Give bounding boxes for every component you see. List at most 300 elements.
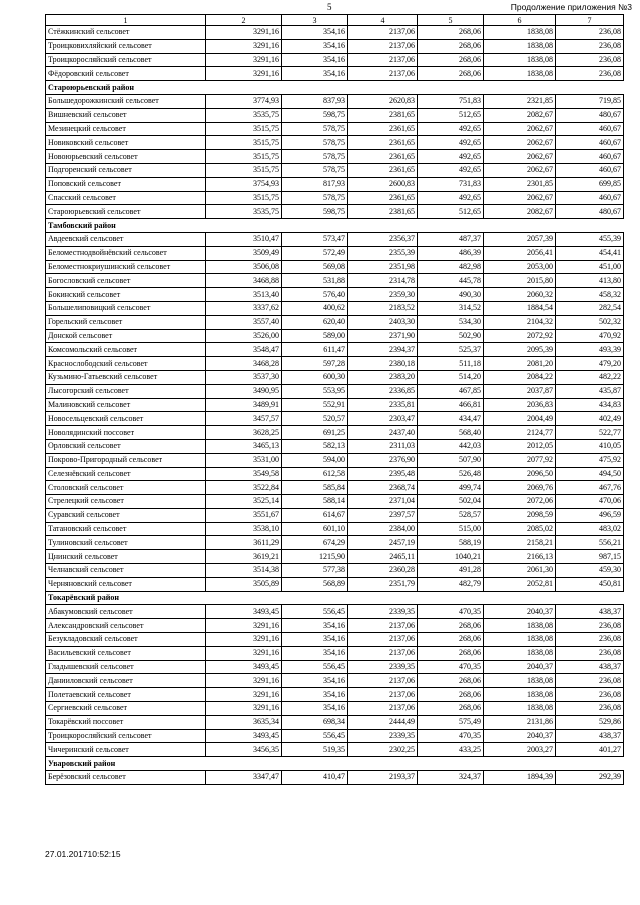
value-cell: 2397,57	[348, 508, 418, 522]
value-cell: 3291,16	[206, 633, 282, 647]
settlement-name: Поповский сельсовет	[46, 177, 206, 191]
value-cell: 3535,75	[206, 108, 282, 122]
blank-cell	[418, 219, 484, 233]
value-cell: 236,08	[556, 53, 624, 67]
value-cell: 2131,86	[484, 715, 556, 729]
value-cell: 460,67	[556, 122, 624, 136]
blank-cell	[484, 81, 556, 95]
value-cell: 492,65	[418, 122, 484, 136]
value-cell: 1838,08	[484, 39, 556, 53]
value-cell: 460,67	[556, 163, 624, 177]
table-row	[46, 564, 624, 578]
value-cell: 3549,58	[206, 467, 282, 481]
value-cell: 433,25	[418, 743, 484, 757]
value-cell: 3510,47	[206, 232, 282, 246]
value-cell: 2137,06	[348, 619, 418, 633]
value-cell: 1838,08	[484, 67, 556, 81]
settlement-name: Новолядинский поссовет	[46, 426, 206, 440]
table-row	[46, 646, 624, 660]
value-cell: 2371,90	[348, 329, 418, 343]
value-cell: 2053,00	[484, 260, 556, 274]
value-cell: 458,32	[556, 288, 624, 302]
table-row	[46, 729, 624, 743]
table-row	[46, 426, 624, 440]
value-cell: 268,06	[418, 39, 484, 53]
value-cell: 528,57	[418, 508, 484, 522]
value-cell: 512,65	[418, 108, 484, 122]
settlement-name: Стрелецкий сельсовет	[46, 495, 206, 509]
value-cell: 2380,18	[348, 357, 418, 371]
value-cell: 3505,89	[206, 577, 282, 591]
value-cell: 699,85	[556, 177, 624, 191]
settlement-name: Челнавский сельсовет	[46, 564, 206, 578]
value-cell: 731,83	[418, 177, 484, 191]
value-cell: 3291,16	[206, 53, 282, 67]
settlement-name: Беломестнокриушинский сельсовет	[46, 260, 206, 274]
value-cell: 3291,16	[206, 674, 282, 688]
value-cell: 438,37	[556, 605, 624, 619]
value-cell: 577,38	[282, 564, 348, 578]
value-cell: 3468,88	[206, 274, 282, 288]
settlement-name: Покрово-Пригородный сельсовет	[46, 453, 206, 467]
column-header: 4	[348, 15, 418, 26]
blank-cell	[348, 757, 418, 771]
appendix-caption: Продолжение приложения №3	[510, 2, 632, 12]
value-cell: 454,41	[556, 246, 624, 260]
value-cell: 3490,95	[206, 384, 282, 398]
value-cell: 2314,78	[348, 274, 418, 288]
value-cell: 578,75	[282, 122, 348, 136]
value-cell: 354,16	[282, 688, 348, 702]
table-row	[46, 771, 624, 785]
value-cell: 2351,79	[348, 577, 418, 591]
value-cell: 491,28	[418, 564, 484, 578]
value-cell: 3291,16	[206, 688, 282, 702]
value-cell: 2015,80	[484, 274, 556, 288]
value-cell: 470,35	[418, 729, 484, 743]
value-cell: 314,52	[418, 301, 484, 315]
district-name: Староюрьевский район	[46, 81, 206, 95]
value-cell: 2465,11	[348, 550, 418, 564]
value-cell: 354,16	[282, 53, 348, 67]
value-cell: 438,37	[556, 729, 624, 743]
table-row	[46, 674, 624, 688]
value-cell: 2082,67	[484, 205, 556, 219]
district-row	[46, 757, 624, 771]
settlement-name: Орловский сельсовет	[46, 439, 206, 453]
table-row	[46, 26, 624, 40]
column-header: 6	[484, 15, 556, 26]
value-cell: 324,37	[418, 771, 484, 785]
settlement-name: Суравский сельсовет	[46, 508, 206, 522]
district-name: Уваровский район	[46, 757, 206, 771]
value-cell: 502,90	[418, 329, 484, 343]
table-row	[46, 550, 624, 564]
blank-cell	[282, 81, 348, 95]
value-cell: 588,14	[282, 495, 348, 509]
settlement-name: Селезнёвский сельсовет	[46, 467, 206, 481]
value-cell: 492,65	[418, 191, 484, 205]
table-row	[46, 536, 624, 550]
value-cell: 3506,08	[206, 260, 282, 274]
value-cell: 410,47	[282, 771, 348, 785]
blank-cell	[556, 219, 624, 233]
value-cell: 268,06	[418, 633, 484, 647]
blank-cell	[556, 81, 624, 95]
table-row	[46, 150, 624, 164]
value-cell: 2137,06	[348, 646, 418, 660]
table-row	[46, 260, 624, 274]
value-cell: 460,67	[556, 136, 624, 150]
value-cell: 3337,62	[206, 301, 282, 315]
value-cell: 268,06	[418, 619, 484, 633]
blank-cell	[484, 757, 556, 771]
value-cell: 2084,22	[484, 370, 556, 384]
value-cell: 402,49	[556, 412, 624, 426]
blank-cell	[348, 81, 418, 95]
table-row	[46, 577, 624, 591]
value-cell: 1884,54	[484, 301, 556, 315]
settlement-name: Староюрьевский сельсовет	[46, 205, 206, 219]
value-cell: 470,92	[556, 329, 624, 343]
value-cell: 2166,13	[484, 550, 556, 564]
value-cell: 475,92	[556, 453, 624, 467]
value-cell: 459,30	[556, 564, 624, 578]
settlement-name: Полетаевский сельсовет	[46, 688, 206, 702]
table-row	[46, 688, 624, 702]
value-cell: 598,75	[282, 108, 348, 122]
value-cell: 236,08	[556, 26, 624, 40]
value-cell: 2361,65	[348, 191, 418, 205]
value-cell: 3291,16	[206, 26, 282, 40]
blank-cell	[282, 757, 348, 771]
value-cell: 487,37	[418, 232, 484, 246]
table-row	[46, 439, 624, 453]
value-cell: 691,25	[282, 426, 348, 440]
value-cell: 2360,28	[348, 564, 418, 578]
value-cell: 354,16	[282, 674, 348, 688]
value-cell: 492,65	[418, 136, 484, 150]
table-row	[46, 136, 624, 150]
settlement-name: Фёдоровский сельсовет	[46, 67, 206, 81]
district-name: Тамбовский район	[46, 219, 206, 233]
value-cell: 413,80	[556, 274, 624, 288]
settlement-name: Сергиевский сельсовет	[46, 702, 206, 716]
value-cell: 2395,48	[348, 467, 418, 481]
value-cell: 2311,03	[348, 439, 418, 453]
value-cell: 2085,02	[484, 522, 556, 536]
table-row	[46, 467, 624, 481]
table-header-row	[46, 15, 624, 26]
settlement-name: Донской сельсовет	[46, 329, 206, 343]
value-cell: 467,85	[418, 384, 484, 398]
value-cell: 512,65	[418, 205, 484, 219]
value-cell: 2384,00	[348, 522, 418, 536]
value-cell: 470,35	[418, 660, 484, 674]
value-cell: 520,57	[282, 412, 348, 426]
value-cell: 400,62	[282, 301, 348, 315]
value-cell: 3457,57	[206, 412, 282, 426]
value-cell: 2037,87	[484, 384, 556, 398]
value-cell: 2062,67	[484, 136, 556, 150]
table-row	[46, 53, 624, 67]
column-header: 1	[46, 15, 206, 26]
value-cell: 589,00	[282, 329, 348, 343]
column-header: 5	[418, 15, 484, 26]
value-cell: 2368,74	[348, 481, 418, 495]
table-row	[46, 453, 624, 467]
value-cell: 268,06	[418, 53, 484, 67]
settlement-name: Горельский сельсовет	[46, 315, 206, 329]
value-cell: 2040,37	[484, 605, 556, 619]
table-row	[46, 660, 624, 674]
settlement-name: Авдеевский сельсовет	[46, 232, 206, 246]
value-cell: 3465,13	[206, 439, 282, 453]
settlement-name: Цнинский сельсовет	[46, 550, 206, 564]
value-cell: 1215,90	[282, 550, 348, 564]
value-cell: 2137,06	[348, 39, 418, 53]
value-cell: 492,65	[418, 150, 484, 164]
value-cell: 2081,20	[484, 357, 556, 371]
value-cell: 434,47	[418, 412, 484, 426]
value-cell: 3493,45	[206, 605, 282, 619]
value-cell: 467,76	[556, 481, 624, 495]
value-cell: 2303,47	[348, 412, 418, 426]
table-row	[46, 743, 624, 757]
value-cell: 600,30	[282, 370, 348, 384]
value-cell: 486,39	[418, 246, 484, 260]
value-cell: 479,20	[556, 357, 624, 371]
settlement-name: Гладышевский сельсовет	[46, 660, 206, 674]
value-cell: 2361,65	[348, 150, 418, 164]
blank-cell	[556, 591, 624, 605]
settlement-name: Мезинецкий сельсовет	[46, 122, 206, 136]
settlement-name: Черняновский сельсовет	[46, 577, 206, 591]
value-cell: 569,08	[282, 260, 348, 274]
value-cell: 2336,85	[348, 384, 418, 398]
settlement-name: Татановский сельсовет	[46, 522, 206, 536]
value-cell: 2137,06	[348, 688, 418, 702]
value-cell: 438,37	[556, 660, 624, 674]
value-cell: 2381,65	[348, 108, 418, 122]
value-cell: 2095,39	[484, 343, 556, 357]
value-cell: 2383,20	[348, 370, 418, 384]
table-row	[46, 343, 624, 357]
value-cell: 236,08	[556, 674, 624, 688]
value-cell: 2072,06	[484, 495, 556, 509]
settlement-name: Малиновский сельсовет	[46, 398, 206, 412]
table-row	[46, 232, 624, 246]
table-row	[46, 702, 624, 716]
value-cell: 455,39	[556, 232, 624, 246]
table-row	[46, 177, 624, 191]
table-row	[46, 315, 624, 329]
value-cell: 236,08	[556, 702, 624, 716]
table-row	[46, 633, 624, 647]
value-cell: 556,21	[556, 536, 624, 550]
value-cell: 2437,40	[348, 426, 418, 440]
settlement-name: Новоюрьевский сельсовет	[46, 150, 206, 164]
value-cell: 354,16	[282, 633, 348, 647]
settlement-name: Спасский сельсовет	[46, 191, 206, 205]
value-cell: 460,67	[556, 191, 624, 205]
value-cell: 496,59	[556, 508, 624, 522]
settlement-name: Комсомольский сельсовет	[46, 343, 206, 357]
table-row	[46, 715, 624, 729]
value-cell: 2137,06	[348, 26, 418, 40]
settlement-name: Подгоренский сельсовет	[46, 163, 206, 177]
value-cell: 2061,30	[484, 564, 556, 578]
value-cell: 2137,06	[348, 633, 418, 647]
value-cell: 3291,16	[206, 39, 282, 53]
value-cell: 1838,08	[484, 619, 556, 633]
value-cell: 2302,25	[348, 743, 418, 757]
value-cell: 1838,08	[484, 688, 556, 702]
settlement-name: Чичеринский сельсовет	[46, 743, 206, 757]
value-cell: 3525,14	[206, 495, 282, 509]
table-row	[46, 384, 624, 398]
value-cell: 3291,16	[206, 646, 282, 660]
value-cell: 2012,05	[484, 439, 556, 453]
value-cell: 3628,25	[206, 426, 282, 440]
value-cell: 3515,75	[206, 136, 282, 150]
table-row	[46, 412, 624, 426]
value-cell: 3526,00	[206, 329, 282, 343]
value-cell: 354,16	[282, 619, 348, 633]
value-cell: 719,85	[556, 94, 624, 108]
value-cell: 3514,38	[206, 564, 282, 578]
value-cell: 525,37	[418, 343, 484, 357]
value-cell: 556,45	[282, 605, 348, 619]
value-cell: 236,08	[556, 633, 624, 647]
value-cell: 268,06	[418, 702, 484, 716]
value-cell: 3513,40	[206, 288, 282, 302]
value-cell: 2301,85	[484, 177, 556, 191]
value-cell: 3551,67	[206, 508, 282, 522]
value-cell: 3531,00	[206, 453, 282, 467]
value-cell: 511,18	[418, 357, 484, 371]
value-cell: 552,91	[282, 398, 348, 412]
value-cell: 3291,16	[206, 702, 282, 716]
table-row	[46, 301, 624, 315]
value-cell: 2062,67	[484, 191, 556, 205]
value-cell: 578,75	[282, 191, 348, 205]
value-cell: 598,75	[282, 205, 348, 219]
value-cell: 2444,49	[348, 715, 418, 729]
value-cell: 601,10	[282, 522, 348, 536]
value-cell: 2137,06	[348, 67, 418, 81]
value-cell: 2361,65	[348, 136, 418, 150]
settlement-name: Кузьмино-Гатьевский сельсовет	[46, 370, 206, 384]
table-row	[46, 94, 624, 108]
value-cell: 1838,08	[484, 646, 556, 660]
value-cell: 2040,37	[484, 729, 556, 743]
district-row	[46, 81, 624, 95]
value-cell: 268,06	[418, 26, 484, 40]
district-name: Токарёвский район	[46, 591, 206, 605]
value-cell: 2335,81	[348, 398, 418, 412]
value-cell: 3291,16	[206, 619, 282, 633]
settlement-name: Безукладовский сельсовет	[46, 633, 206, 647]
value-cell: 460,67	[556, 150, 624, 164]
value-cell: 698,34	[282, 715, 348, 729]
value-cell: 2062,67	[484, 163, 556, 177]
value-cell: 292,39	[556, 771, 624, 785]
value-cell: 2096,50	[484, 467, 556, 481]
blank-cell	[418, 81, 484, 95]
value-cell: 2077,92	[484, 453, 556, 467]
value-cell: 2137,06	[348, 53, 418, 67]
value-cell: 2062,67	[484, 150, 556, 164]
value-cell: 553,95	[282, 384, 348, 398]
value-cell: 514,20	[418, 370, 484, 384]
value-cell: 3535,75	[206, 205, 282, 219]
value-cell: 3619,21	[206, 550, 282, 564]
value-cell: 578,75	[282, 150, 348, 164]
blank-cell	[206, 591, 282, 605]
value-cell: 435,87	[556, 384, 624, 398]
table-row	[46, 508, 624, 522]
value-cell: 434,83	[556, 398, 624, 412]
value-cell: 612,58	[282, 467, 348, 481]
value-cell: 3548,47	[206, 343, 282, 357]
value-cell: 575,49	[418, 715, 484, 729]
value-cell: 1894,39	[484, 771, 556, 785]
settlement-name: Богословский сельсовет	[46, 274, 206, 288]
value-cell: 480,67	[556, 205, 624, 219]
value-cell: 2355,39	[348, 246, 418, 260]
table-row	[46, 357, 624, 371]
blank-cell	[348, 591, 418, 605]
value-cell: 3774,93	[206, 94, 282, 108]
value-cell: 1040,21	[418, 550, 484, 564]
value-cell: 2104,32	[484, 315, 556, 329]
blank-cell	[556, 757, 624, 771]
value-cell: 354,16	[282, 26, 348, 40]
value-cell: 2356,37	[348, 232, 418, 246]
settlement-name: Александровский сельсовет	[46, 619, 206, 633]
blank-cell	[206, 757, 282, 771]
table-row	[46, 205, 624, 219]
value-cell: 556,45	[282, 729, 348, 743]
value-cell: 354,16	[282, 702, 348, 716]
value-cell: 594,00	[282, 453, 348, 467]
value-cell: 2052,81	[484, 577, 556, 591]
value-cell: 2600,83	[348, 177, 418, 191]
value-cell: 2620,83	[348, 94, 418, 108]
value-cell: 236,08	[556, 688, 624, 702]
value-cell: 410,05	[556, 439, 624, 453]
value-cell: 482,22	[556, 370, 624, 384]
value-cell: 2359,30	[348, 288, 418, 302]
value-cell: 2394,37	[348, 343, 418, 357]
value-cell: 3515,75	[206, 122, 282, 136]
value-cell: 483,02	[556, 522, 624, 536]
settlement-name: Токарёвский поссовет	[46, 715, 206, 729]
table-row	[46, 108, 624, 122]
table-row	[46, 398, 624, 412]
value-cell: 3515,75	[206, 191, 282, 205]
blank-cell	[206, 219, 282, 233]
value-cell: 2339,35	[348, 605, 418, 619]
settlement-name: Берёзовский сельсовет	[46, 771, 206, 785]
value-cell: 482,79	[418, 577, 484, 591]
value-cell: 2072,92	[484, 329, 556, 343]
blank-cell	[282, 219, 348, 233]
page-number: 5	[327, 2, 332, 12]
value-cell: 568,40	[418, 426, 484, 440]
value-cell: 268,06	[418, 674, 484, 688]
